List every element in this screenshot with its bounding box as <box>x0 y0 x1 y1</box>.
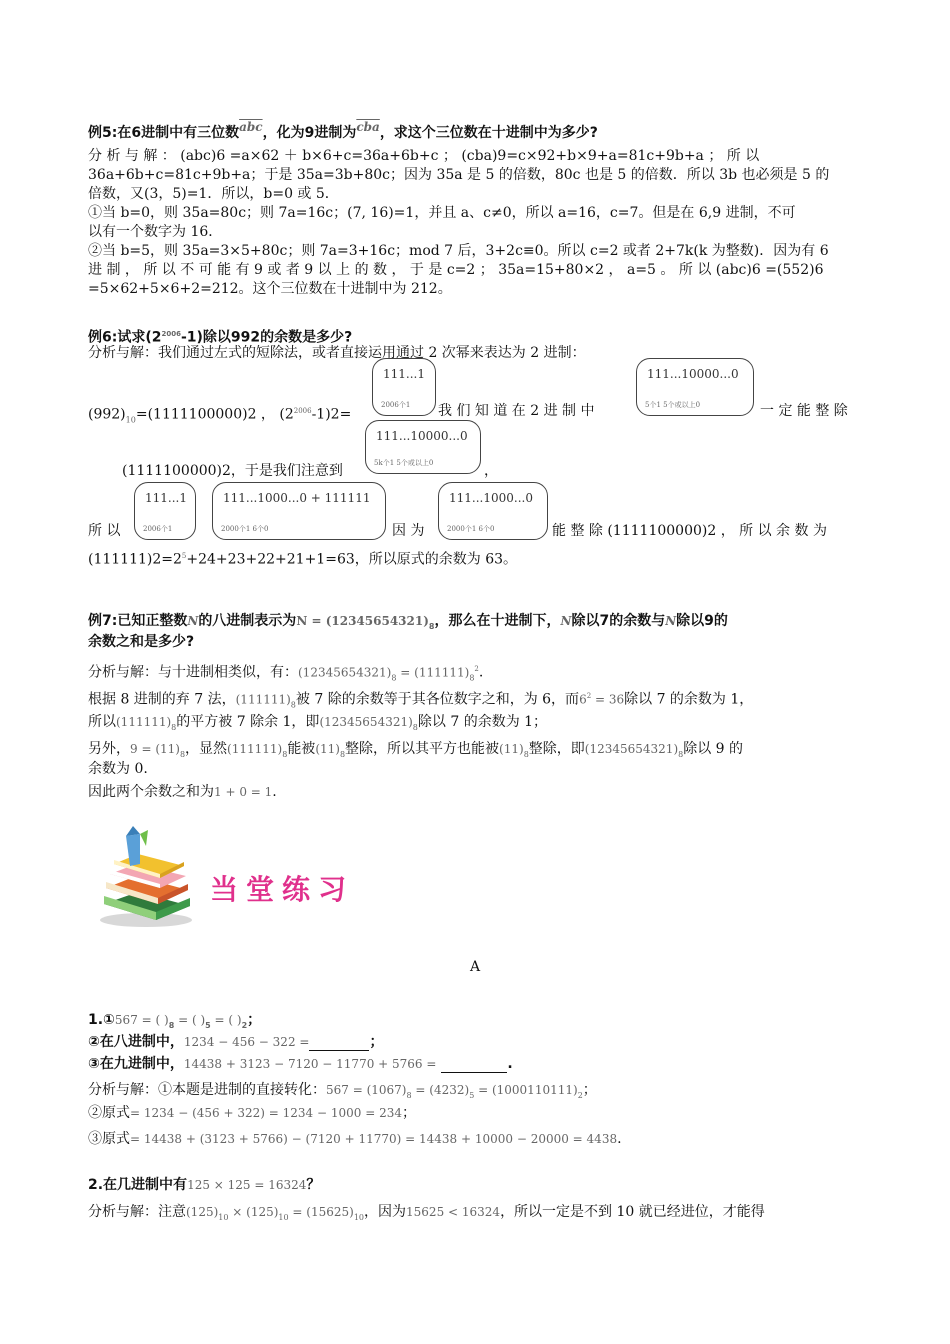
ex7-line-1: 分析与解：与十进制相类似，有：$(12345654321)_8 = (111111)_8^2$. <box>88 664 484 683</box>
q2-line-1: 分析与解：注意$(125)_{10} \times (125)_{10} = (15625)_{10}$，因为15625 < 16324，所以一定是不到 10 就已经进位，才能得 <box>88 1204 765 1222</box>
bracket-2006-ones-b: 111...1 2006个1 <box>134 482 196 540</box>
ex7-line-2: 根据 8 进制的弃 7 法，$(111111)_8$被 7 除的余数等于其各位数字之和，为 6，而$6^2 = 36$除以 7 的余数为 1， <box>88 691 754 710</box>
ex7-line-4: 另外，$9 = (11)_8$，显然$(111111)_8$能被$(11)_8$整除，所以其平方也能被$(11)_8$整除，即$(12345654321)_8$除以 9 的 <box>88 741 744 759</box>
ex5-line-5: 以有一个数字为 16． <box>88 224 223 240</box>
q1-line-1: 1.①567 = ( )$_8$ = ( )$_5$ = ( )$_2$； <box>88 1012 262 1030</box>
ex5-line-1: 分 析 与 解 ： (abc)6 =a×62 ＋ b×6+c=36a+6b+c ； (cba)9=c×92+b×9+a=81c+9b+a ； 所 以 <box>88 148 760 164</box>
ex6-line-4: (1111100000)2，于是我们注意到 ， <box>122 463 498 479</box>
bracket-5-ones-zeros: 111...10000...0 5个1 5个或以上0 <box>636 358 754 416</box>
example-5-title: 例5:在6进制中有三位数$\overline{abc}$，化为9进制为$\overline{cba}$，求这个三位数在十进制中为多少? <box>88 120 598 141</box>
ex6-line-1: 分析与解：我们通过左式的短除法，或者直接运用通过 2 次幂来表达为 2 进制： <box>88 345 586 361</box>
bracket-sum: 111...1000...0 + 111111 2000个1 6个0 <box>212 482 386 540</box>
ex5-line-2: 36a+6b+c=81c+9b+a；于是 35a=3b+80c；因为 35a 是 5 的倍数，80c 也是 5 的倍数．所以 3b 也必须是 5 的 <box>88 167 830 183</box>
q1-line-4: 分析与解：①本题是进制的直接转化：$567 = (1067)_8 = (4232)_5 = (1000110111)_2$； <box>88 1082 597 1100</box>
ex5-line-4: ①当 b=0，则 35a=80c；则 7a=16c；(7, 16)=1，并且 a、c≠0，所以 a=16，c=7。但是在 6,9 进制，不可 <box>88 205 796 221</box>
example-7-title-2: 余数之和是多少? <box>88 634 195 650</box>
ex6-line-5: 所 以 因 为 能 整 除 (1111100000)2 ， 所 以 余 数 为 <box>88 523 827 539</box>
ex5-line-3: 倍数，又(3，5)=1．所以，b=0 或 5． <box>88 186 339 202</box>
example-7-title: 例7:已知正整数N的八进制表示为$N = (12345654321)_8$，那么在十进制下，N除以7的余数与N除以9的 <box>88 613 728 631</box>
example-6-title: 例6:试求$(2^{2006}-1)$除以992的余数是多少? <box>88 329 353 346</box>
section-label-a: A <box>470 959 481 975</box>
q2-title: 2.在几进制中有125 × 125 = 16324？ <box>88 1177 321 1193</box>
ex7-line-6: 因此两个余数之和为1 + 0 = 1. <box>88 784 277 800</box>
q1-line-2: ②在八进制中，1234 − 456 − 322 = ； <box>88 1034 384 1050</box>
ex5-line-8: =5×62+5×6+2=212。这个三位数在十进制中为 212。 <box>88 281 452 297</box>
ex6-line-3: $(992)_{10}=(1111100000)2$ ， $(2^{2006}-1)2=$ 我 们 知 道 在 2 进 制 中 一 定 能 整 除 <box>88 403 848 425</box>
ex7-line-3: 所以$(111111)_8$的平方被 7 除余 1，即$(12345654321)_8$除以 7 的余数为 1； <box>88 714 548 732</box>
q1-line-5: ②原式= 1234 − (456 + 322) = 1234 − 1000 = 234； <box>88 1105 416 1121</box>
ex5-line-6: ②当 b=5，则 35a=3×5+80c；则 7a=3+16c；mod 7 后，3+2c≡0。所以 c=2 或者 2+7k(k 为整数)．因为有 6 <box>88 243 829 259</box>
bracket-5k-ones: 111...10000...0 5k个1 5个或以上0 <box>365 420 481 474</box>
ex5-line-7: 进 制 ， 所 以 不 可 能 有 9 或 者 9 以 上 的 数 ， 于 是 c=2 ； 35a=15+80×2 ， a=5 。 所 以 (abc)6 =(552)6 <box>88 262 824 278</box>
book-stack-icon <box>96 826 196 928</box>
ex6-line-6: $(111111)2=2^5+24+23+22+21+1=63$，所以原式的余数为 63。 <box>88 551 518 568</box>
practice-title: 当堂练习 <box>210 873 355 906</box>
q1-line-3: ③在九进制中，14438 + 3123 − 7120 − 11770 + 5766 = . <box>88 1056 513 1072</box>
answer-blank[interactable] <box>441 1058 507 1073</box>
q1-line-6: ③原式= 14438 + (3123 + 5766) − (7120 + 11770) = 14438 + 10000 − 20000 = 4438. <box>88 1131 622 1147</box>
answer-blank[interactable] <box>309 1036 369 1051</box>
ex7-line-5: 余数为 0. <box>88 761 148 777</box>
bracket-2006-ones: 111...1 2006个1 <box>372 358 436 416</box>
bracket-2000-ones: 111...1000...0 2000个1 6个0 <box>438 482 548 540</box>
